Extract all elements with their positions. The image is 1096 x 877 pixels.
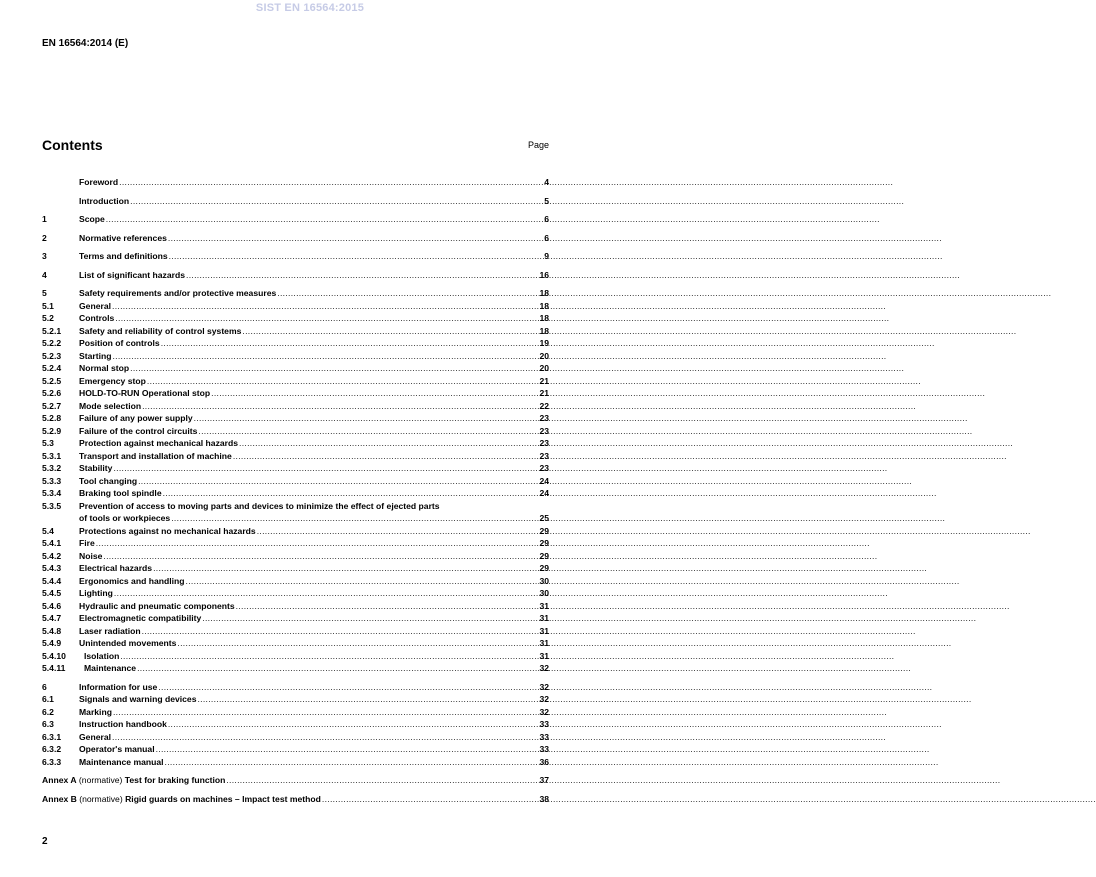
toc-entry-number: 6.3.2 — [42, 744, 62, 754]
document-id: EN 16564:2014 (E) — [42, 38, 129, 49]
dot-leader — [198, 425, 538, 438]
toc-entry[interactable] — [42, 375, 549, 388]
toc-entry-page: 32 — [539, 681, 549, 692]
toc-entry-number: 5.4.6 — [42, 600, 62, 611]
toc-entry[interactable] — [42, 487, 549, 500]
table-of-contents — [42, 176, 549, 805]
toc-entry-page: 4 — [544, 177, 549, 187]
toc-entry[interactable] — [42, 662, 549, 675]
toc-entry-page: 23 — [539, 463, 549, 473]
toc-entry-title: Hydraulic and pneumatic components — [79, 600, 235, 611]
dot-leader — [169, 250, 544, 263]
dot-leader — [137, 662, 538, 675]
watermark: SIST EN 16564:2015 — [255, 2, 365, 14]
toc-entry-number: 5.4.8 — [42, 625, 62, 636]
toc-entry-page: 23 — [539, 413, 549, 423]
toc-entry-number: 5.1 — [42, 300, 54, 311]
toc-entry[interactable] — [42, 450, 549, 463]
page-number: 2 — [42, 836, 48, 847]
toc-entry-title: Maintenance — [84, 663, 137, 673]
toc-entry-number: 5.3 — [42, 438, 54, 448]
dot-leader — [112, 350, 538, 363]
toc-entry[interactable] — [42, 774, 549, 787]
toc-entry-number: 6.3.3 — [42, 756, 62, 767]
dot-leader — [120, 650, 538, 663]
dot-leader — [211, 387, 538, 400]
toc-entry[interactable] — [42, 269, 549, 282]
toc-entry[interactable] — [42, 793, 549, 806]
toc-entry[interactable] — [42, 400, 549, 413]
dot-leader — [142, 400, 538, 413]
toc-entry[interactable] — [42, 575, 549, 588]
toc-entry-number: 5.4.1 — [42, 538, 62, 548]
toc-entry-title: Scope — [79, 214, 105, 224]
toc-entry-number: 5.2.3 — [42, 350, 62, 361]
toc-entry[interactable] — [42, 562, 549, 575]
dot-leader — [119, 176, 543, 189]
toc-entry-page: 6 — [544, 214, 549, 224]
toc-entry-number: 5.4.3 — [42, 563, 62, 573]
toc-entry-page: 30 — [539, 588, 549, 598]
toc-entry-title: Safety requirements and/or protective measures — [79, 288, 277, 298]
toc-entry[interactable] — [42, 176, 549, 189]
annex-label: Annex B — [42, 793, 77, 804]
toc-entry-title: Instruction handbook — [79, 719, 167, 729]
toc-entry-number: 5.2.9 — [42, 425, 62, 436]
dot-leader — [233, 450, 539, 463]
toc-entry-number: 3 — [42, 251, 47, 261]
toc-entry-title — [42, 793, 321, 806]
toc-entry-title: Position of controls — [79, 338, 160, 348]
toc-entry-page: 18 — [539, 288, 549, 298]
toc-entry-page: 20 — [539, 350, 549, 361]
dot-leader — [168, 718, 539, 731]
dot-leader — [156, 743, 539, 756]
toc-entry-page: 25 — [539, 513, 549, 523]
toc-entry-number: 6 — [42, 681, 47, 692]
toc-entry-title: General — [79, 300, 112, 311]
toc-entry-number: 6.3.1 — [42, 731, 62, 742]
dot-leader — [186, 575, 539, 588]
toc-entry-title: of tools or workpieces — [79, 513, 171, 523]
toc-entry-number: 1 — [42, 214, 47, 224]
annex-qualifier: (normative) — [76, 775, 125, 785]
toc-entry[interactable] — [42, 475, 549, 488]
toc-entry-page: 31 — [539, 600, 549, 611]
dot-leader — [186, 269, 538, 282]
toc-entry-number: 5.3.4 — [42, 488, 62, 498]
toc-entry-page: 29 — [539, 563, 549, 573]
toc-entry[interactable] — [42, 387, 549, 400]
toc-entry-page: 18 — [539, 300, 549, 311]
dot-leader — [96, 537, 539, 550]
toc-entry-title: Marking — [79, 706, 112, 717]
dot-leader — [194, 412, 539, 425]
toc-entry-title: Maintenance manual — [79, 756, 164, 767]
toc-entry[interactable] — [42, 731, 549, 744]
toc-entry[interactable] — [42, 437, 549, 450]
toc-entry[interactable] — [42, 600, 549, 613]
toc-entry-number: 5.2.1 — [42, 325, 62, 336]
toc-entry-title: Ergonomics and handling — [79, 575, 185, 586]
toc-entry[interactable] — [42, 412, 549, 425]
dot-leader — [147, 375, 539, 388]
toc-entry[interactable] — [42, 587, 549, 600]
toc-entry[interactable] — [42, 706, 549, 719]
toc-entry-title — [42, 774, 225, 787]
toc-entry[interactable] — [42, 425, 549, 438]
toc-entry[interactable] — [42, 612, 549, 625]
toc-entry-number: 5.2.4 — [42, 363, 62, 373]
annex-qualifier: (normative) — [76, 793, 126, 804]
toc-entry-title: Stability — [79, 463, 113, 473]
dot-leader — [161, 337, 539, 350]
toc-entry[interactable] — [42, 756, 549, 769]
dot-leader — [236, 600, 539, 613]
toc-entry-number: 5.4.7 — [42, 613, 62, 623]
toc-entry-title: Prevention of access to moving parts and devices to minimize the effect of ejected parts — [79, 500, 440, 511]
toc-entry-page: 37 — [539, 775, 549, 785]
toc-entry-title: Emergency stop — [79, 375, 146, 386]
toc-entry-number: 6.1 — [42, 694, 54, 704]
toc-entry[interactable] — [42, 512, 549, 525]
toc-entry-title: Isolation — [84, 650, 120, 661]
toc-entry-page: 5 — [544, 195, 549, 206]
annex-title: Test for braking function — [124, 775, 226, 785]
toc-entry[interactable] — [42, 718, 549, 731]
dot-leader — [322, 793, 539, 806]
toc-entry[interactable] — [42, 250, 549, 263]
toc-entry-title: General — [79, 731, 112, 742]
toc-entry-page: 31 — [539, 650, 549, 661]
toc-entry-title: Information for use — [79, 681, 158, 692]
toc-entry-number: 5.3.2 — [42, 463, 62, 473]
toc-entry-number: 6.2 — [42, 706, 54, 717]
toc-entry[interactable] — [42, 350, 549, 363]
toc-entry-page: 32 — [539, 706, 549, 717]
toc-entry-title: Safety and reliability of control systems — [79, 325, 242, 336]
toc-entry[interactable] — [42, 325, 549, 338]
toc-entry[interactable] — [42, 743, 549, 756]
toc-entry[interactable] — [42, 362, 549, 375]
dot-leader — [106, 213, 543, 226]
dot-leader — [114, 587, 539, 600]
toc-entry-title: Failure of the control circuits — [79, 425, 198, 436]
toc-entry-page: 31 — [539, 625, 549, 636]
toc-entry[interactable] — [42, 232, 549, 245]
toc-entry-number: 5.2 — [42, 313, 54, 323]
toc-entry-page: 23 — [539, 450, 549, 461]
toc-entry-title: List of significant hazards — [79, 269, 186, 280]
toc-entry-page: 16 — [539, 269, 549, 280]
toc-entry-title: Starting — [79, 350, 112, 361]
toc-entry-title: Failure of any power supply — [79, 413, 193, 423]
toc-entry[interactable] — [42, 312, 549, 325]
toc-entry-page: 18 — [539, 325, 549, 336]
toc-entry[interactable] — [42, 681, 549, 694]
dot-leader — [277, 287, 538, 300]
dot-leader — [130, 362, 538, 375]
toc-entry-page: 24 — [539, 475, 549, 486]
toc-entry-number: 5.2.6 — [42, 388, 62, 398]
toc-entry[interactable] — [42, 637, 549, 650]
toc-entry-page: 19 — [539, 338, 549, 348]
page-title: Contents — [42, 137, 103, 153]
dot-leader — [113, 706, 538, 719]
annex-label: Annex A — [42, 775, 77, 785]
dot-leader — [130, 195, 543, 208]
toc-entry-number: 5.4.9 — [42, 638, 62, 648]
toc-entry-number: 5.2.8 — [42, 413, 62, 423]
toc-entry-number: 5.4.4 — [42, 575, 62, 586]
toc-entry-number: 5.3.5 — [42, 500, 62, 511]
toc-entry[interactable] — [42, 625, 549, 638]
toc-entry-page: 6 — [544, 232, 549, 243]
toc-entry-title: HOLD-TO-RUN Operational stop — [79, 388, 211, 398]
dot-leader — [113, 462, 538, 475]
toc-entry-page: 38 — [539, 793, 549, 804]
toc-entry-title: Fire — [79, 538, 95, 548]
toc-entry-page: 9 — [544, 251, 549, 261]
dot-leader — [112, 731, 538, 744]
dot-leader — [197, 693, 538, 706]
toc-entry-page: 29 — [539, 550, 549, 561]
toc-entry-number: 4 — [42, 269, 47, 280]
toc-entry-title: Electrical hazards — [79, 563, 153, 573]
dot-leader — [115, 312, 538, 325]
toc-entry-title: Mode selection — [79, 400, 142, 411]
toc-entry-page: 36 — [539, 756, 549, 767]
toc-entry-title: Unintended movements — [79, 638, 177, 648]
toc-entry-title: Laser radiation — [79, 625, 141, 636]
toc-entry-number: 6.3 — [42, 719, 54, 729]
toc-entry-title: Signals and warning devices — [79, 694, 197, 704]
toc-entry-page: 21 — [539, 375, 549, 386]
toc-entry-page: 31 — [539, 638, 549, 648]
dot-leader — [242, 325, 538, 338]
toc-entry-number: 5.4 — [42, 525, 54, 536]
toc-entry-number: 2 — [42, 232, 47, 243]
toc-entry-title: Introduction — [79, 195, 130, 206]
toc-entry[interactable] — [42, 500, 549, 513]
dot-leader — [142, 625, 539, 638]
toc-entry[interactable] — [42, 693, 549, 706]
toc-entry-title: Operator's manual — [79, 744, 155, 754]
toc-entry-number: 5.4.10 — [42, 650, 66, 661]
dot-leader — [177, 637, 538, 650]
toc-entry-number: 5.2.2 — [42, 338, 62, 348]
toc-entry-title: Normative references — [79, 232, 167, 243]
toc-entry-page: 33 — [539, 731, 549, 742]
toc-entry-page: 21 — [539, 388, 549, 398]
dot-leader — [112, 300, 538, 313]
toc-entry-page: 31 — [539, 613, 549, 623]
toc-entry-number: 5.2.7 — [42, 400, 62, 411]
dot-leader — [239, 437, 538, 450]
toc-entry[interactable] — [42, 287, 549, 300]
dot-leader — [103, 550, 538, 563]
toc-entry[interactable] — [42, 195, 549, 208]
toc-entry-title: Noise — [79, 550, 103, 561]
toc-entry-title: Terms and definitions — [79, 251, 168, 261]
toc-entry-number: 5.3.3 — [42, 475, 62, 486]
dot-leader — [138, 475, 538, 488]
toc-entry-number: 5.4.11 — [42, 663, 66, 673]
toc-entry-number: 5.3.1 — [42, 450, 62, 461]
toc-entry-number: 5.2.5 — [42, 375, 62, 386]
toc-entry[interactable] — [42, 537, 549, 550]
toc-entry-page: 32 — [539, 694, 549, 704]
dot-leader — [168, 232, 543, 245]
toc-entry-title: Tool changing — [79, 475, 138, 486]
toc-entry-title: Protection against mechanical hazards — [79, 438, 239, 448]
toc-entry[interactable] — [42, 462, 549, 475]
toc-entry-title: Normal stop — [79, 363, 130, 373]
toc-entry-page: 29 — [539, 525, 549, 536]
toc-entry-page: 23 — [539, 425, 549, 436]
dot-leader — [257, 525, 539, 538]
dot-leader — [165, 756, 539, 769]
toc-entry[interactable] — [42, 300, 549, 313]
toc-entry-number: 5 — [42, 288, 47, 298]
toc-entry-title: Electromagnetic compatibility — [79, 613, 202, 623]
toc-entry-title: Foreword — [79, 177, 119, 187]
toc-entry-title: Transport and installation of machine — [79, 450, 232, 461]
toc-entry-page: 23 — [539, 438, 549, 448]
toc-entry-page: 30 — [539, 575, 549, 586]
page-column-label: Page — [527, 140, 549, 150]
toc-entry-number: 5.4.2 — [42, 550, 62, 561]
toc-entry-page: 18 — [539, 313, 549, 323]
toc-entry-page: 33 — [539, 744, 549, 754]
dot-leader — [163, 487, 539, 500]
dot-leader — [153, 562, 538, 575]
dot-leader — [158, 681, 538, 694]
toc-entry-number: 5.4.5 — [42, 588, 62, 598]
toc-entry-page: 32 — [539, 663, 549, 673]
toc-entry-title: Braking tool spindle — [79, 488, 162, 498]
toc-entry-title: Protections against no mechanical hazards — [79, 525, 256, 536]
toc-entry[interactable] — [42, 525, 549, 538]
toc-entry-title: Controls — [79, 313, 115, 323]
toc-entry-page: 29 — [539, 538, 549, 548]
toc-entry-title: Lighting — [79, 588, 113, 598]
toc-entry[interactable] — [42, 650, 549, 663]
toc-entry-page: 24 — [539, 488, 549, 498]
toc-entry[interactable] — [42, 213, 549, 226]
toc-entry-page: 33 — [539, 719, 549, 729]
dot-leader — [171, 512, 538, 525]
toc-entry[interactable] — [42, 337, 549, 350]
toc-entry-page: 20 — [539, 363, 549, 373]
toc-entry[interactable] — [42, 550, 549, 563]
annex-title: Rigid guards on machines – Impact test method — [125, 793, 321, 804]
dot-leader — [226, 774, 538, 787]
toc-entry-page: 22 — [539, 400, 549, 411]
dot-leader — [202, 612, 538, 625]
